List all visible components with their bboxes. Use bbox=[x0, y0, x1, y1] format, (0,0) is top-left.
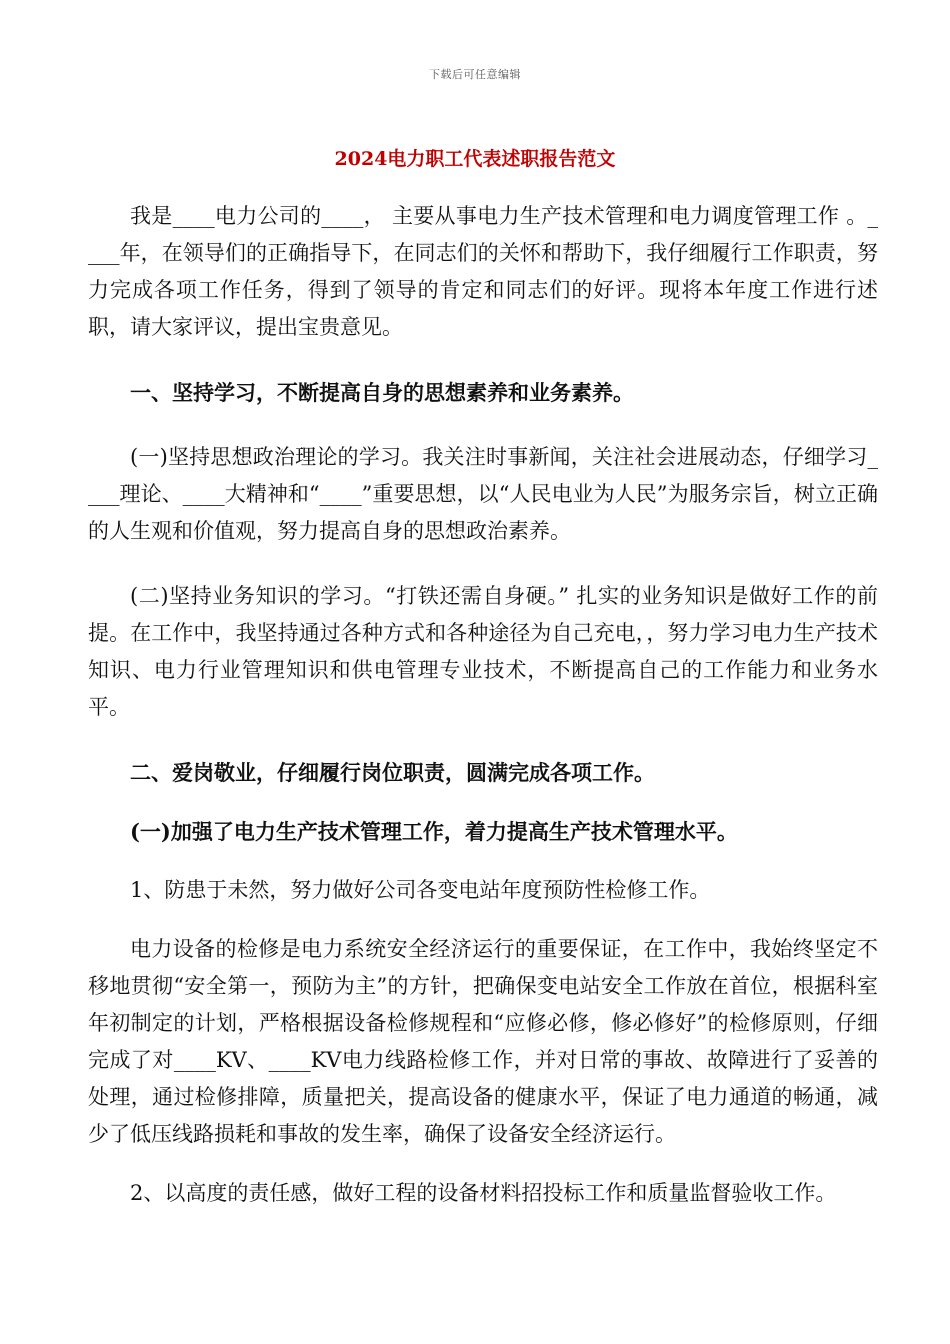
subsection-heading-1: (一)加强了电力生产技术管理工作，着力提高生产技术管理水平。 bbox=[130, 819, 738, 844]
intro-paragraph: 我是____电力公司的____， 主要从事电力生产技术管理和电力调度管理工作 。____年，在领导们的正确指导下，在同志们的关怀和帮助下，我仔细履行工作职责，努力完成各项工作任务，得到了领导的肯定和同志们的好评。现将本年度工作进行述职，请大家评议，提出宝贵意见。 bbox=[88, 204, 878, 339]
item-2-heading: 2、以高度的责任感，做好工程的设备材料招投标工作和质量监督验收工作。 bbox=[130, 1181, 837, 1205]
paragraph-study-business: (二)坚持业务知识的学习。“打铁还需自身硬。” 扎实的业务知识是做好工作的前提。在工作中，我坚持通过各种方式和各种途径为自己充电，，努力学习电力生产技术知识、电力行业管理知识和供电管理专业技术，不断提高自己的工作能力和业务水平。 bbox=[88, 584, 878, 719]
document-title: 2024电力职工代表述职报告范文 bbox=[334, 148, 616, 170]
document-body bbox=[88, 198, 878, 1212]
header-note: 下载后可任意编辑 bbox=[429, 68, 521, 81]
item-1-heading: 1、防患于未然，努力做好公司各变电站年度预防性检修工作。 bbox=[130, 878, 711, 902]
paragraph-maintenance: 电力设备的检修是电力系统安全经济运行的重要保证，在工作中，我始终坚定不移地贯彻“安全第一，预防为主”的方针，把确保变电站安全工作放在首位，根据科室年初制定的计划，严格根据设备检修规程和“应修必修，修必修好”的检修原则，仔细完成了对____KV、____KV电力线路检修工作，并对日常的事故、故障进行了妥善的处理，通过检修排障，质量把关，提高设备的健康水平，保证了电力通道的畅通，减少了低压线路损耗和事故的发生率，确保了设备安全经济运行。 bbox=[88, 937, 878, 1146]
section-heading-2: 二、爱岗敬业，仔细履行岗位职责，圆满完成各项工作。 bbox=[130, 760, 655, 785]
section-heading-1: 一、坚持学习，不断提高自身的思想素养和业务素养。 bbox=[130, 380, 634, 405]
paragraph-study-theory: (一)坚持思想政治理论的学习。我关注时事新闻，关注社会进展动态，仔细学习____理论、____大精神和“____”重要思想，以“人民电业为人民”为服务宗旨，树立正确的人生观和价值观，努力提高自身的思想政治素养。 bbox=[88, 445, 878, 543]
